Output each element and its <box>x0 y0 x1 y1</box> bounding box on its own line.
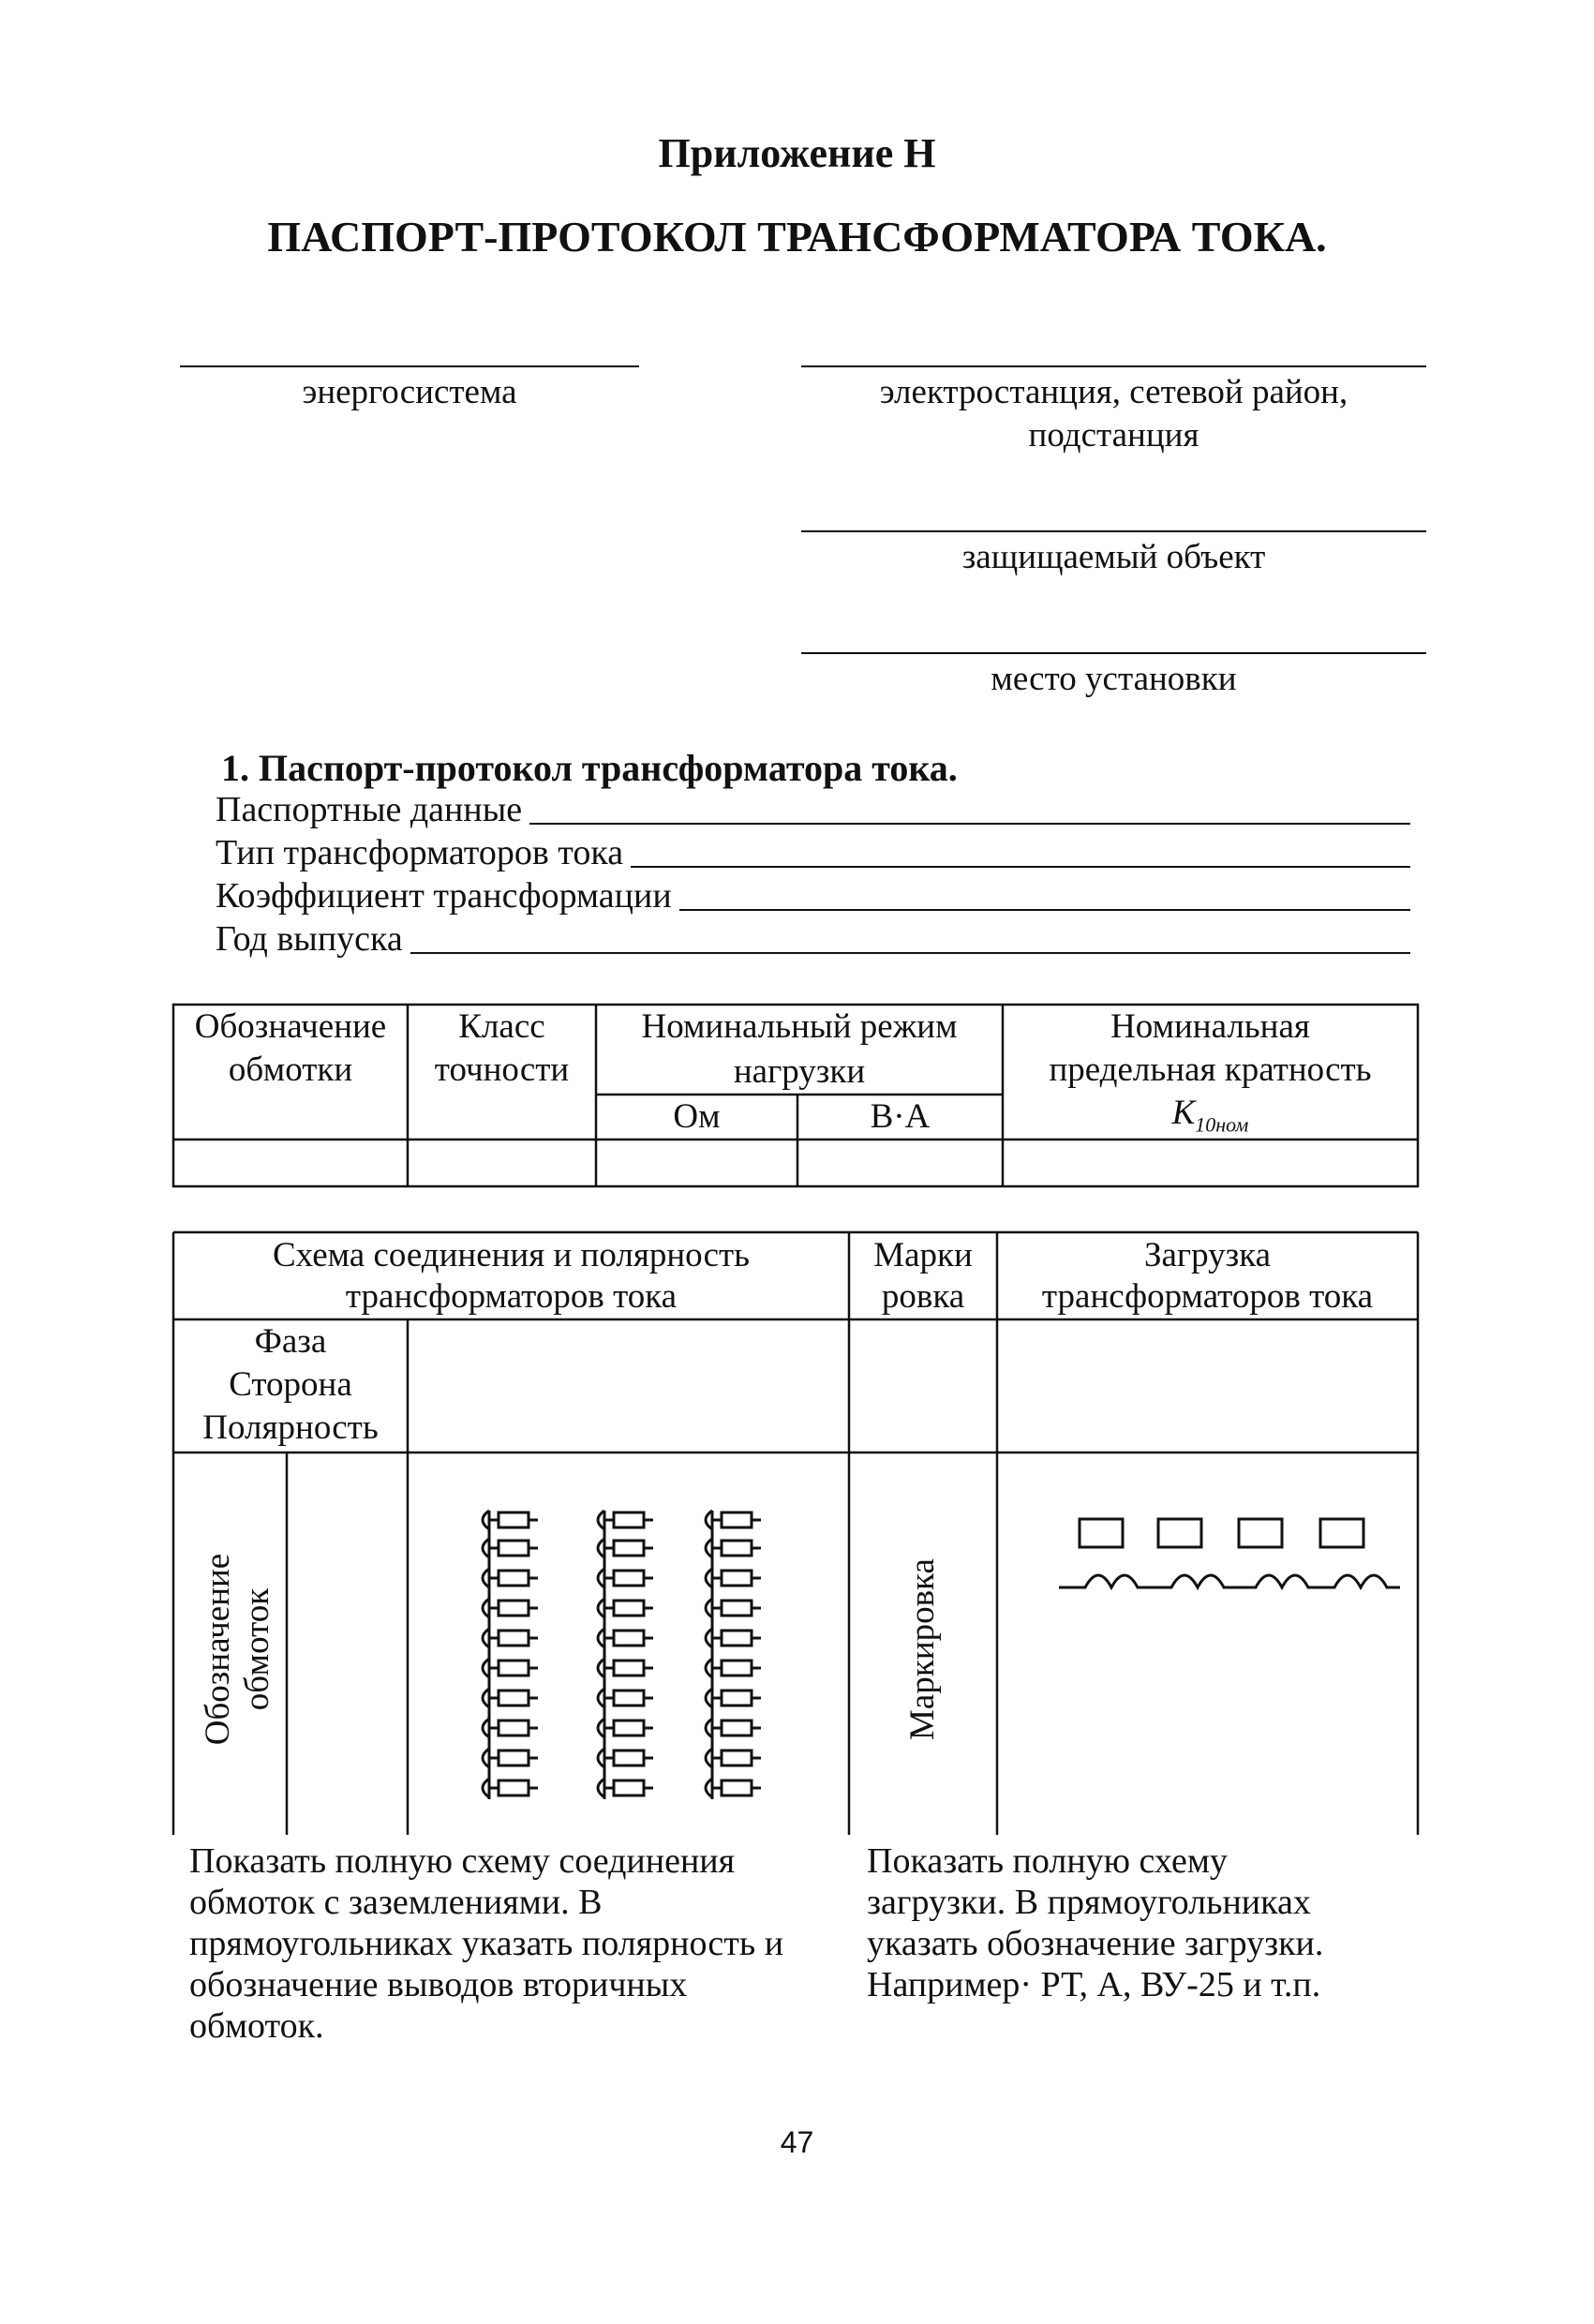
page-number: 47 <box>780 2125 814 2159</box>
ratio-label: Коэффициент трансформации <box>216 876 672 916</box>
t1-col-class-1: Класс <box>458 1007 545 1046</box>
mult-symbol: К <box>1171 1094 1196 1132</box>
t2-scheme-2: трансформаторов тока <box>345 1277 678 1316</box>
terminal-box <box>614 1631 644 1646</box>
terminal-box <box>722 1512 752 1527</box>
terminal-box <box>499 1721 529 1736</box>
terminal-box <box>722 1750 752 1765</box>
station-label-1: электростанция, сетевой район, <box>879 373 1348 411</box>
t2-scheme-1: Схема соединения и полярность <box>272 1236 751 1274</box>
terminal-box <box>722 1780 752 1795</box>
t2-polarity: Полярность <box>202 1408 379 1447</box>
note-right-line: Например· РТ, А, ВУ-25 и т.п. <box>867 1965 1321 2004</box>
t1-col-ohm: Ом <box>673 1097 721 1136</box>
note-left-line: обозначение выводов вторичных <box>189 1965 688 2004</box>
terminal-box <box>722 1661 752 1676</box>
note-right-line: указать обозначение загрузки. <box>867 1924 1324 1963</box>
note-right <box>867 1840 1410 2005</box>
install-place-label: место установки <box>991 660 1237 698</box>
t1-col-va: В·А <box>870 1097 931 1136</box>
load-scheme <box>1059 1519 1400 1587</box>
terminal-box <box>499 1661 529 1676</box>
passport-data-label: Паспортные данные <box>216 790 523 829</box>
t2-load-2: трансформаторов тока <box>1041 1277 1374 1316</box>
terminal-box <box>722 1601 752 1616</box>
section-heading: 1. Паспорт-протокол трансформатора тока. <box>221 747 958 789</box>
main-title: ПАСПОРТ-ПРОТОКОЛ ТРАНСФОРМАТОРА ТОКА. <box>267 213 1327 261</box>
terminal-box <box>614 1541 644 1556</box>
t1-col-winding-2: обмотки <box>228 1050 353 1089</box>
terminal-box <box>614 1601 644 1616</box>
note-right-line: Показать полную схему <box>867 1841 1228 1881</box>
t2-marking-vertical-box <box>900 1537 946 1762</box>
terminal-box <box>722 1691 752 1706</box>
t1-col-mode-1: Номинальный режим <box>641 1007 958 1046</box>
terminal-box <box>722 1541 752 1556</box>
station-label-2: подстанция <box>1028 416 1199 454</box>
terminal-box <box>614 1721 644 1736</box>
terminal-box <box>614 1780 644 1795</box>
mult-subscript: 10ном <box>1195 1112 1249 1137</box>
terminal-box <box>499 1601 529 1616</box>
terminal-box <box>614 1661 644 1676</box>
terminal-box <box>614 1750 644 1765</box>
t1-col-mode-2: нагрузки <box>733 1052 866 1091</box>
year-label: Год выпуска <box>216 919 403 959</box>
terminal-box <box>722 1721 752 1736</box>
t2-winding-vertical-1: Обозначение <box>199 1553 237 1746</box>
note-right-line: загрузки. В прямоугольниках <box>867 1883 1311 1922</box>
t2-marking-vertical: Маркировка <box>903 1558 942 1740</box>
t2-winding-vertical <box>199 1537 283 1762</box>
t1-col-mult-2: предельная кратность <box>1049 1050 1372 1089</box>
appendix-title: Приложение Н <box>658 130 936 176</box>
ct-type-label: Тип трансформаторов тока <box>216 833 624 872</box>
terminal-box <box>499 1631 529 1646</box>
t1-col-mult-1: Номинальная <box>1110 1007 1310 1046</box>
terminal-box <box>499 1750 529 1765</box>
terminal-box <box>499 1691 529 1706</box>
t2-marking-2: ровка <box>881 1277 965 1316</box>
note-left <box>189 1840 845 2047</box>
t2-side: Сторона <box>229 1365 352 1404</box>
terminal-box <box>614 1571 644 1586</box>
terminal-box <box>614 1691 644 1706</box>
t1-col-winding-1: Обозначение <box>194 1007 387 1046</box>
note-left-line: прямоугольниках указать полярность и <box>189 1924 784 1963</box>
winding-coils <box>483 1511 761 1797</box>
note-left-line: обмоток. <box>189 2006 324 2046</box>
t2-phase: Фаза <box>254 1322 327 1361</box>
terminal-box <box>499 1541 529 1556</box>
terminal-box <box>614 1512 644 1527</box>
protected-object-label: защищаемый объект <box>961 538 1266 576</box>
terminal-box <box>722 1571 752 1586</box>
terminal-box <box>722 1631 752 1646</box>
note-left-line: обмоток с заземлениями. В <box>189 1883 603 1922</box>
t2-marking-1: Марки <box>873 1236 973 1274</box>
terminal-box <box>499 1512 529 1527</box>
terminal-box <box>499 1780 529 1795</box>
energy-system-label: энергосистема <box>302 373 517 411</box>
t1-col-class-2: точности <box>434 1050 570 1089</box>
note-left-line: Показать полную схему соединения <box>189 1841 736 1881</box>
t2-load-1: Загрузка <box>1143 1236 1272 1274</box>
t2-winding-vertical-2: обмоток <box>238 1587 276 1711</box>
terminal-box <box>499 1571 529 1586</box>
